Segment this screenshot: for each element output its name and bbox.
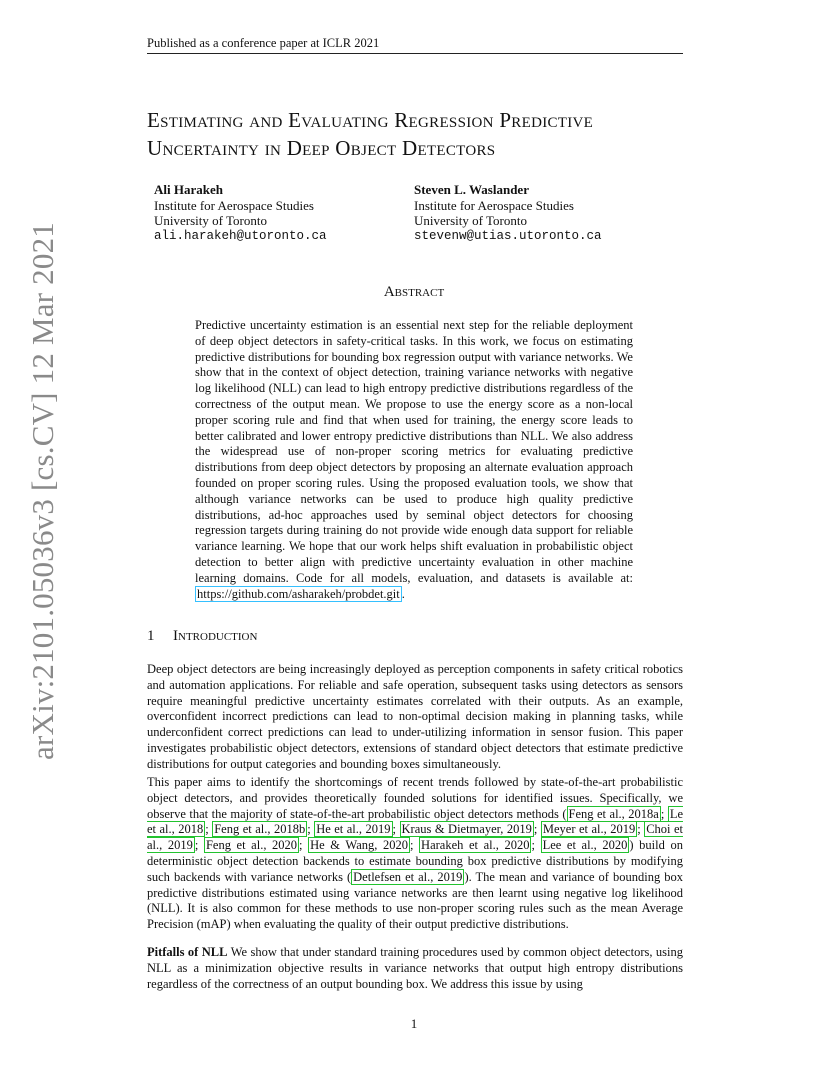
arxiv-stamp: arXiv:2101.05036v3 [cs.CV] 12 Mar 2021 (25, 222, 60, 760)
citation-link[interactable]: He et al., 2019 (316, 822, 391, 837)
paragraph-text: ). The mean and variance of bounding box predictive distributions estimated using variance networks are then learnt using negative log likelihood (NLL). It is also common for these methods to use non-proper scoring rules such as the mean Average Precision (mAP) when evaluating the quality of their output predictive distributions. (147, 869, 684, 932)
author-email: stevenw@utias.utoronto.ca (414, 228, 602, 243)
abstract-body (195, 318, 633, 602)
citation-link[interactable]: Lee et al., 2020 (542, 838, 628, 853)
citation-link[interactable]: Harakeh et al., 2020 (421, 838, 530, 853)
paragraph-text: This paper aims to identify the shortcomings of recent trends followed by state-of-the-art probabilistic object detectors, and provides theoretically founded solutions for identified issues. Specifically, we observe that the majority of state-of-the-art probabilistic object detectors methods ( (147, 775, 683, 821)
paragraph-text: We show that under standard training procedures used by common object detectors, using NLL as a minimization objective results in variance networks that output high entropy distributions regardless of the correctness of an output bounding box. We address this issue by using (147, 945, 684, 991)
intro-paragraph-1: Deep object detectors are being increasingly deployed as perception components in safety critical robotics and automation applications. For reliable and safe operation, subsequent tasks using detectors as sensors require meaningful predictive uncertainty estimates correlated with their outputs. As an example, overconfident incorrect predictions can lead to non-optimal decision making in planning tasks, while underconfident correct predictions can lead to under-utilizing information in sensor fusion. This paper investigates probabilistic object detectors, extensions of standard object detectors that estimate predictive distributions for output categories and bounding boxes simultaneously. (147, 662, 683, 771)
paper-title: Estimating and Evaluating Regression Predictive Uncertainty in Deep Object Detectors (147, 108, 594, 160)
section-heading (147, 628, 257, 645)
author-institute: Institute for Aerospace Studies (154, 197, 314, 213)
citation-link[interactable]: Choi et al., 2019 (147, 822, 684, 853)
citation-link[interactable]: Kraus & Dietmayer, 2019 (401, 822, 532, 837)
citation-link[interactable]: Le et al., 2018 (147, 806, 683, 837)
page-number: 1 (410, 1016, 418, 1031)
citation-link[interactable]: Feng et al., 2018b (214, 822, 306, 837)
paragraph-text: ) build on deterministic object detection backends to estimate bounding box predictive distributions by modifying such backends with variance networks ( (147, 838, 683, 884)
running-header: Published as a conference paper at ICLR 2021 (147, 36, 380, 50)
section-number: 1 (147, 628, 155, 644)
citation-link[interactable]: Feng et al., 2020 (205, 838, 298, 853)
author-university: University of Toronto (154, 213, 267, 228)
citation-link[interactable]: Meyer et al., 2019 (542, 822, 636, 837)
intro-paragraph-3 (147, 945, 683, 992)
citation-link[interactable]: Detlefsen et al., 2019 (353, 869, 463, 884)
author-block (414, 182, 602, 244)
author-email: ali.harakeh@utoronto.ca (154, 228, 327, 243)
abstract-heading: Abstract (383, 284, 445, 300)
citation-link[interactable]: Feng et al., 2018a (568, 806, 659, 821)
run-in-heading: Pitfalls of NLL (147, 945, 228, 959)
author-university: University of Toronto (414, 213, 527, 228)
citation-link[interactable]: He & Wang, 2020 (310, 838, 408, 853)
intro-paragraph-2: This paper aims to identify the shortcomings of recent trends followed by state-of-the-art probabilistic object detectors, and provides theoretically founded solutions for identified issues. Specifically, we observe that the majority of state-of-the-art probabilistic object detectors methods ( Feng et al., 2018a ; Le et al., 2018 ; Feng et al., 2018b ; He et al., 2019 ; Kraus & Dietmayer, 2019 ; Meyer et al., 2019 ; Choi et al., 2019 ; Feng et al., 2020 ; He & Wang, 2020 ; Harakeh et al., 2020 ; Lee et al., 2020 ) build on deterministic object detection backends to estimate bounding box predictive distributions by modifying such backends with variance networks ( Detlefsen et al., 2019 ). The mean and variance of bounding box predictive distributions estimated using variance networks are then learnt using negative log likelihood (NLL). It is also common for these methods to use non-proper scoring rules such as the mean Average Precision (mAP) when evaluating the quality of their output predictive distributions. (147, 775, 684, 932)
abstract-text: Predictive uncertainty estimation is an essential next step for the reliable deployment of deep object detectors in safety-critical tasks. In this work, we focus on estimating predictive distributions for bounding box regression output with variance networks. We show that in the context of object detection, training variance networks with negative log likelihood (NLL) can lead to high entropy predictive distributions regardless of the correctness of the output mean. We propose to use the energy score as a non-local proper scoring rule and find that when used for training, the energy score leads to better calibrated and lower entropy predictive distributions than NLL. We also address the widespread use of non-proper scoring metrics for evaluating predictive distributions from deep object detectors by proposing an alternate evaluation approach founded on proper scoring rules. Using the proposed evaluation tools, we show that although variance networks can be used to produce high quality predictive distributions, ad-hoc approaches used by seminal object detectors for choosing regression targets during training do not provide wide enough data support for reliable variance learning. We hope that our work helps shift evaluation in probabilistic object detection to better align with predictive uncertainty evaluation in other machine learning domains. Code for all models, evaluation, and datasets is available at: (195, 318, 633, 585)
section-title: Introduction (173, 628, 258, 644)
header-rule (147, 53, 683, 54)
author-block (154, 182, 327, 244)
author-name: Steven L. Waslander (414, 182, 529, 197)
code-link[interactable]: https://github.com/asharakeh/probdet.git (197, 586, 400, 601)
author-name: Ali Harakeh (154, 182, 223, 197)
author-institute: Institute for Aerospace Studies (414, 197, 574, 213)
abstract-end: . (401, 586, 405, 601)
